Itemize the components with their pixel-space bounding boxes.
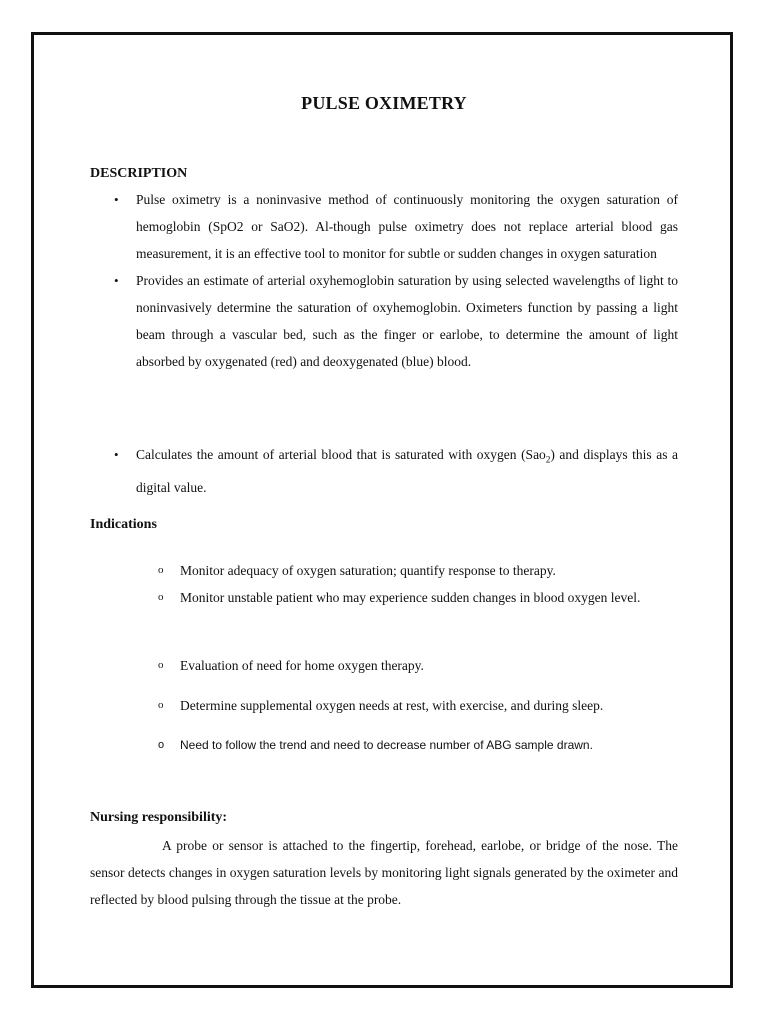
list-item bbox=[90, 186, 678, 267]
indications-list-b bbox=[156, 652, 678, 679]
description-heading: DESCRIPTION bbox=[90, 166, 188, 181]
indications-list-a bbox=[156, 557, 678, 611]
circle-bullet-icon: o bbox=[158, 699, 164, 711]
list-item bbox=[90, 267, 678, 375]
bullet-icon: • bbox=[114, 447, 119, 462]
indication-item-2: Monitor unstable patient who may experience sudden changes in blood oxygen level. bbox=[180, 590, 641, 605]
description-bullet-3-after: ) and displays this as a digital value. bbox=[136, 447, 678, 495]
indications-heading: Indications bbox=[90, 517, 157, 532]
indication-item-1: Monitor adequacy of oxygen saturation; quantify response to therapy. bbox=[180, 563, 556, 578]
page-title: PULSE OXIMETRY bbox=[301, 93, 467, 113]
circle-bullet-icon: o bbox=[158, 591, 164, 603]
indications-list-c bbox=[156, 692, 678, 719]
description-bullet-3-before: Calculates the amount of arterial blood that is saturated with oxygen (Sao bbox=[136, 447, 546, 462]
indication-item-5: Need to follow the trend and need to decrease number of ABG sample drawn. bbox=[180, 738, 593, 752]
description-bullet-3 bbox=[136, 447, 678, 495]
bullet-icon: • bbox=[114, 273, 119, 288]
indication-item-3: Evaluation of need for home oxygen therapy. bbox=[180, 658, 424, 673]
nursing-paragraph: A probe or sensor is attached to the fingertip, forehead, earlobe, or bridge of the nose. The sensor detects changes in oxygen saturation levels by monitoring light signals generated by the oximeter and reflected by blood pulsing through the tissue at the probe. bbox=[90, 838, 678, 907]
list-item bbox=[156, 557, 678, 584]
list-item bbox=[90, 441, 678, 501]
description-list bbox=[90, 186, 678, 375]
list-item bbox=[156, 692, 678, 719]
circle-bullet-icon: o bbox=[158, 739, 165, 751]
list-item bbox=[156, 652, 678, 679]
indications-list-d bbox=[156, 732, 678, 759]
circle-bullet-icon: o bbox=[158, 564, 164, 576]
indication-item-4: Determine supplemental oxygen needs at rest, with exercise, and during sleep. bbox=[180, 698, 604, 713]
nursing-heading: Nursing responsibility: bbox=[90, 810, 228, 825]
description-bullet-1: Pulse oximetry is a noninvasive method of continuously monitoring the oxygen saturation of hemoglobin (SpO2 or SaO2). Al-though pulse oximetry does not replace arterial blood gas measurement, it is an effective tool to monitor for subtle or sudden changes in oxygen saturation bbox=[136, 192, 678, 261]
description-bullet-2: Provides an estimate of arterial oxyhemoglobin saturation by using selected wavelengths of light to noninvasively determine the saturation of oxyhemoglobin. Oximeters function by passing a light beam through a vascular bed, such as the finger or earlobe, to determine the amount of light absorbed by oxygenated (red) and deoxygenated (blue) blood. bbox=[136, 273, 678, 369]
description-list-continued bbox=[90, 441, 678, 501]
subscript-2: 2 bbox=[545, 454, 551, 465]
list-item bbox=[156, 584, 678, 611]
list-item bbox=[156, 732, 678, 759]
bullet-icon: • bbox=[114, 192, 119, 207]
circle-bullet-icon: o bbox=[158, 659, 164, 671]
